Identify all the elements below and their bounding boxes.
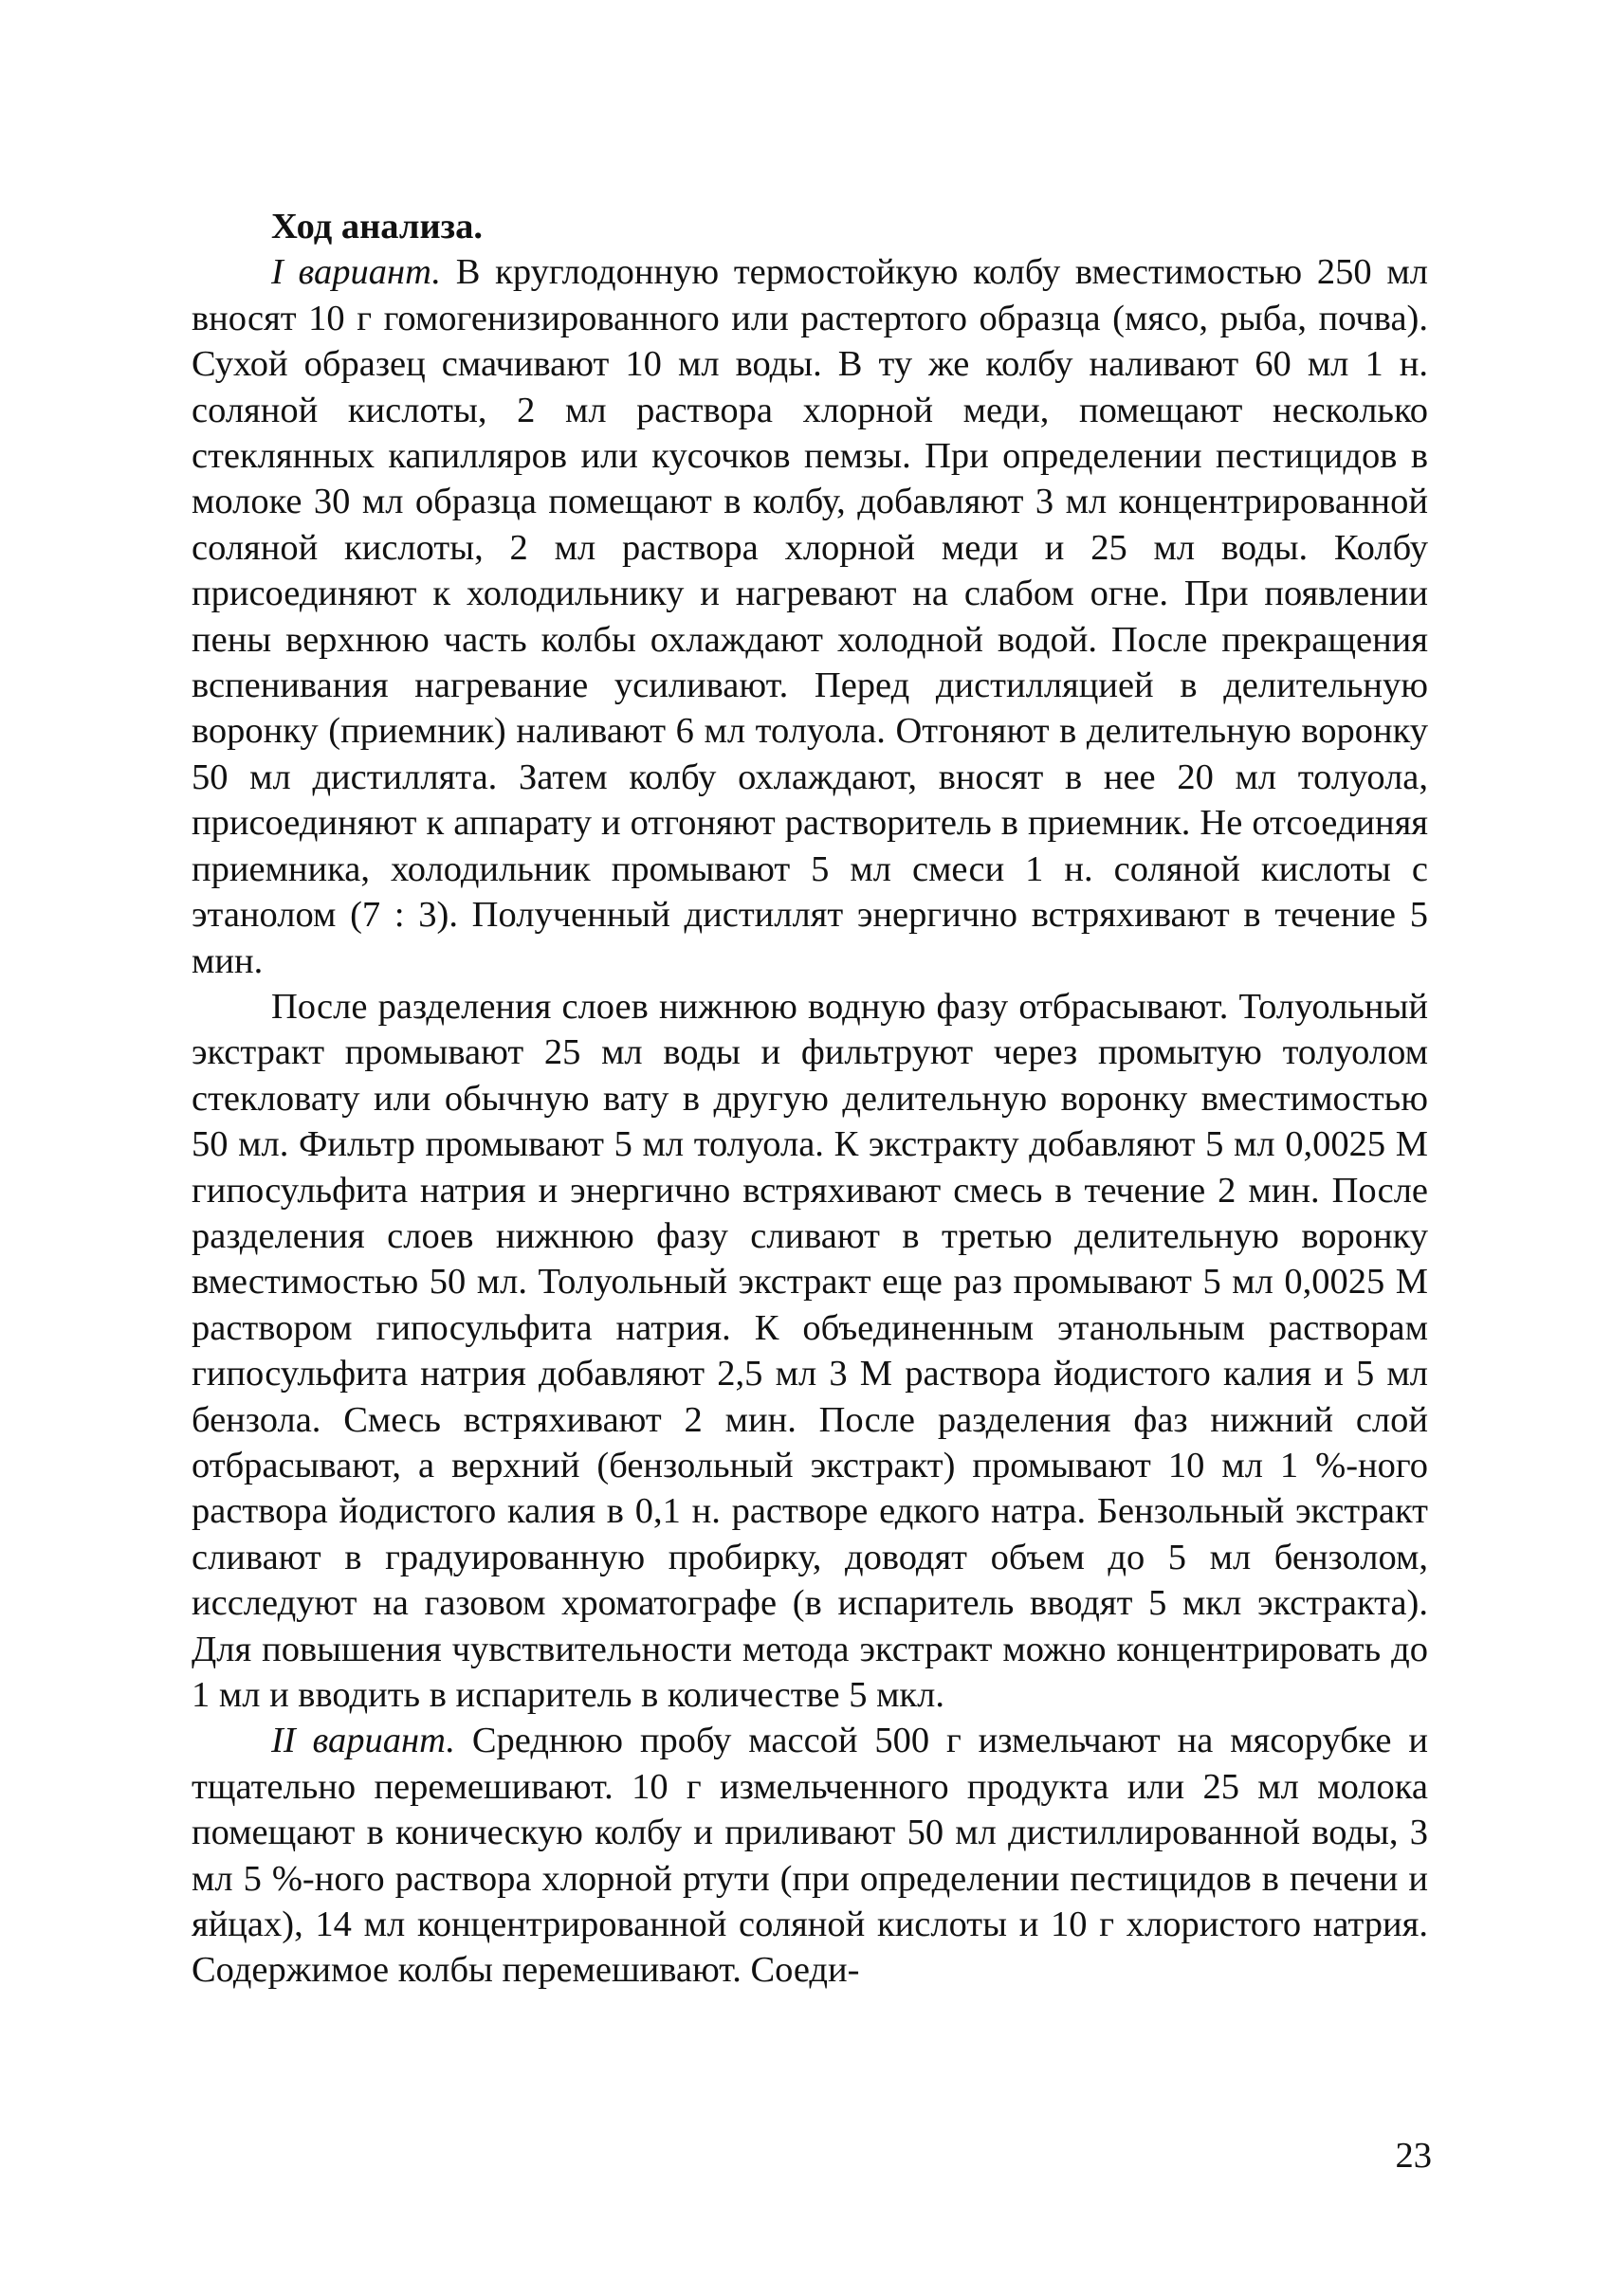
paragraph-variant-2: [192, 1718, 1428, 1993]
body-text: [192, 204, 1428, 1994]
paragraph-2-text: После разделения слоев нижнюю водную фазу отбрасывают. Толуольный экстракт промывают 25 мл воды и фильтруют через промытую толуолом стекловату или обычную вату в другую делительную воронку вместимостью 50 мл. Фильтр промывают 5 мл толуола. К экстракту добавляют 5 мл 0,0025 М гипосульфита натрия и энергично встряхивают смесь в течение 2 мин. После разделения слоев нижнюю фазу сливают в третью делительную воронку вместимостью 50 мл. Толуольный экстракт еще раз промывают 5 мл 0,0025 М раствором гипосульфита натрия. К объединенным этанольным растворам гипосульфита натрия добавляют 2,5 мл 3 М раствора йодистого калия и 5 мл бензола. Смесь встряхивают 2 мин. После разделения фаз нижний слой отбрасывают, а верхний (бензольный экстракт) промывают 10 мл 1 %-ного раствора йодистого калия в 0,1 н. растворе едкого натра. Бензольный экстракт сливают в градуированную пробирку, доводят объем до 5 мл бензолом, исследуют на газовом хроматографе (в испаритель вводят 5 мкл экстракта). Для повышения чувствительности метода экстракт можно концентрировать до 1 мл и вводить в испаритель в количестве 5 мкл.: [192, 986, 1428, 1715]
paragraph-variant-1: [192, 249, 1428, 984]
page-number: 23: [1395, 2136, 1432, 2176]
section-heading: Ход анализа.: [271, 207, 484, 246]
variant-2-label: II вариант.: [271, 1721, 455, 1761]
variant-1-label: I вариант.: [271, 252, 441, 293]
paragraph-1-text: В круглодонную термостойкую колбу вместимостью 250 мл вносят 10 г гомогенизированного или растертого образца (мясо, рыба, почва). Сухой образец смачивают 10 мл воды. В ту же колбу наливают 60 мл 1 н. соляной кислоты, 2 мл раствора хлорной меди, помещают несколько стеклянных капилляров или кусочков пемзы. При определении пестицидов в молоке 30 мл образца помещают в колбу, добавляют 3 мл концентрированной соляной кислоты, 2 мл раствора хлорной меди и 25 мл воды. Колбу присоединяют к холодильнику и нагревают на слабом огне. При появлении пены верхнюю часть колбы охлаждают холодной водой. После прекращения вспенивания нагревание усиливают. Перед дистилляцией в делительную воронку (приемник) наливают 6 мл толуола. Отгоняют в делительную воронку 50 мл дистиллята. Затем колбу охлаждают, вносят в нее 20 мл толуола, присоединяют к аппарату и отгоняют растворитель в приемник. Не отсоединяя приемника, холодильник промывают 5 мл смеси 1 н. соляной кислоты с этанолом (7 : 3). Полученный дистиллят энергично встряхивают в течение 5 мин.: [192, 252, 1428, 981]
paragraph-continuation: [192, 984, 1428, 1719]
paragraph-3-text: Среднюю пробу массой 500 г измельчают на мясорубке и тщательно перемешивают. 10 г измельченного продукта или 25 мл молока помещают в коническую колбу и приливают 50 мл дистиллированной воды, 3 мл 5 %-ного раствора хлорной ртути (при определении пестицидов в печени и яйцах), 14 мл концентрированной соляной кислоты и 10 г хлористого натрия. Содержимое колбы перемешивают. Соеди-: [192, 1721, 1428, 1991]
